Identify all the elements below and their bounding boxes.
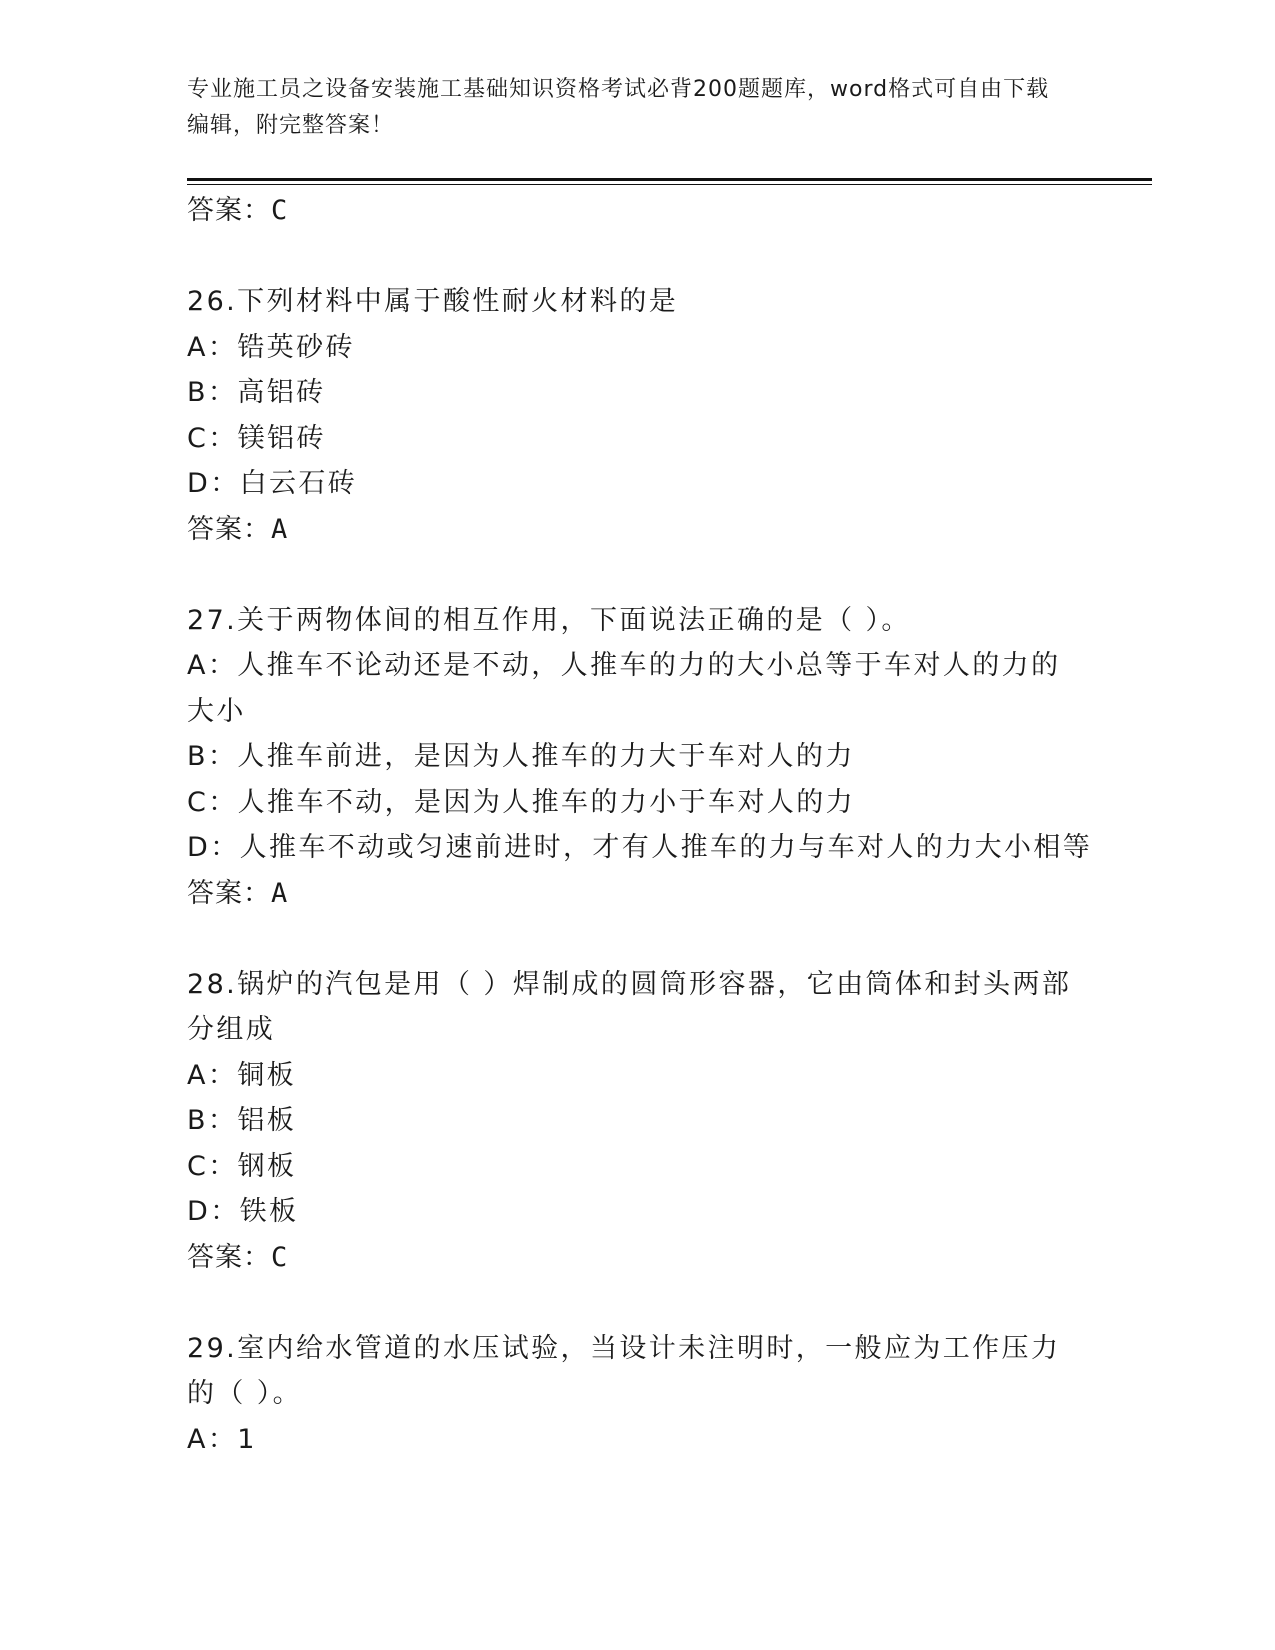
option-c: C：人推车不动，是因为人推车的力小于车对人的力 [187, 786, 856, 818]
option-b: B：人推车前进，是因为人推车的力大于车对人的力 [187, 741, 855, 772]
question-stem: 28.锅炉的汽包是用（ ）焊制成的圆筒形容器，它由筒体和封头两部分组成 [187, 968, 1072, 1045]
question-answer [187, 1235, 1087, 1281]
spacer [187, 1280, 1087, 1326]
header-rule-thick [187, 178, 1152, 181]
answer-label: 答案： [187, 877, 271, 909]
page-header: 专业施工员之设备安装施工基础知识资格考试必背200题题库，word格式可自由下载编辑，附完整答案！ [187, 77, 1050, 138]
question-stem: 26.下列材料中属于酸性耐火材料的是 [187, 286, 679, 317]
option-a: A：锆英砂砖 [187, 331, 355, 363]
option-a: A：铜板 [187, 1059, 297, 1091]
option-c: C：镁铝砖 [187, 422, 326, 454]
option-d: D：铁板 [187, 1196, 299, 1227]
answer-value: C [271, 1241, 289, 1273]
answer-value: A [271, 513, 289, 545]
spacer [187, 552, 1087, 598]
question-answer [187, 871, 1087, 917]
question-answer [187, 507, 1087, 553]
option-b: B：铝板 [187, 1105, 297, 1136]
answer-label: 答案： [187, 513, 271, 545]
answer-label: 答案： [187, 195, 271, 226]
previous-answer [187, 188, 1087, 234]
question-28 [187, 962, 1087, 1281]
answer-value: A [271, 877, 289, 909]
answer-label: 答案： [187, 1241, 271, 1273]
answer-value: C [271, 195, 289, 226]
question-content [187, 188, 1093, 1462]
question-27 [187, 598, 1093, 917]
question-29 [187, 1326, 1087, 1463]
option-c: C：钢板 [187, 1150, 297, 1182]
option-a: A：人推车不论动还是不动，人推车的力的大小总等于车对人的力的大小 [187, 650, 1061, 727]
question-stem: 27.关于两物体间的相互作用，下面说法正确的是（ ）。 [187, 604, 911, 636]
option-d: D：人推车不动或匀速前进时，才有人推车的力与车对人的力大小相等 [187, 832, 1093, 863]
spacer [187, 916, 1087, 962]
option-d: D：白云石砖 [187, 468, 358, 499]
question-26 [187, 279, 1087, 552]
header-rule-thin [187, 184, 1152, 185]
spacer [187, 234, 1087, 280]
option-b: B：高铝砖 [187, 377, 326, 408]
option-a: A：1 [187, 1423, 257, 1455]
question-stem: 29.室内给水管道的水压试验，当设计未注明时，一般应为工作压力的（ ）。 [187, 1332, 1061, 1409]
